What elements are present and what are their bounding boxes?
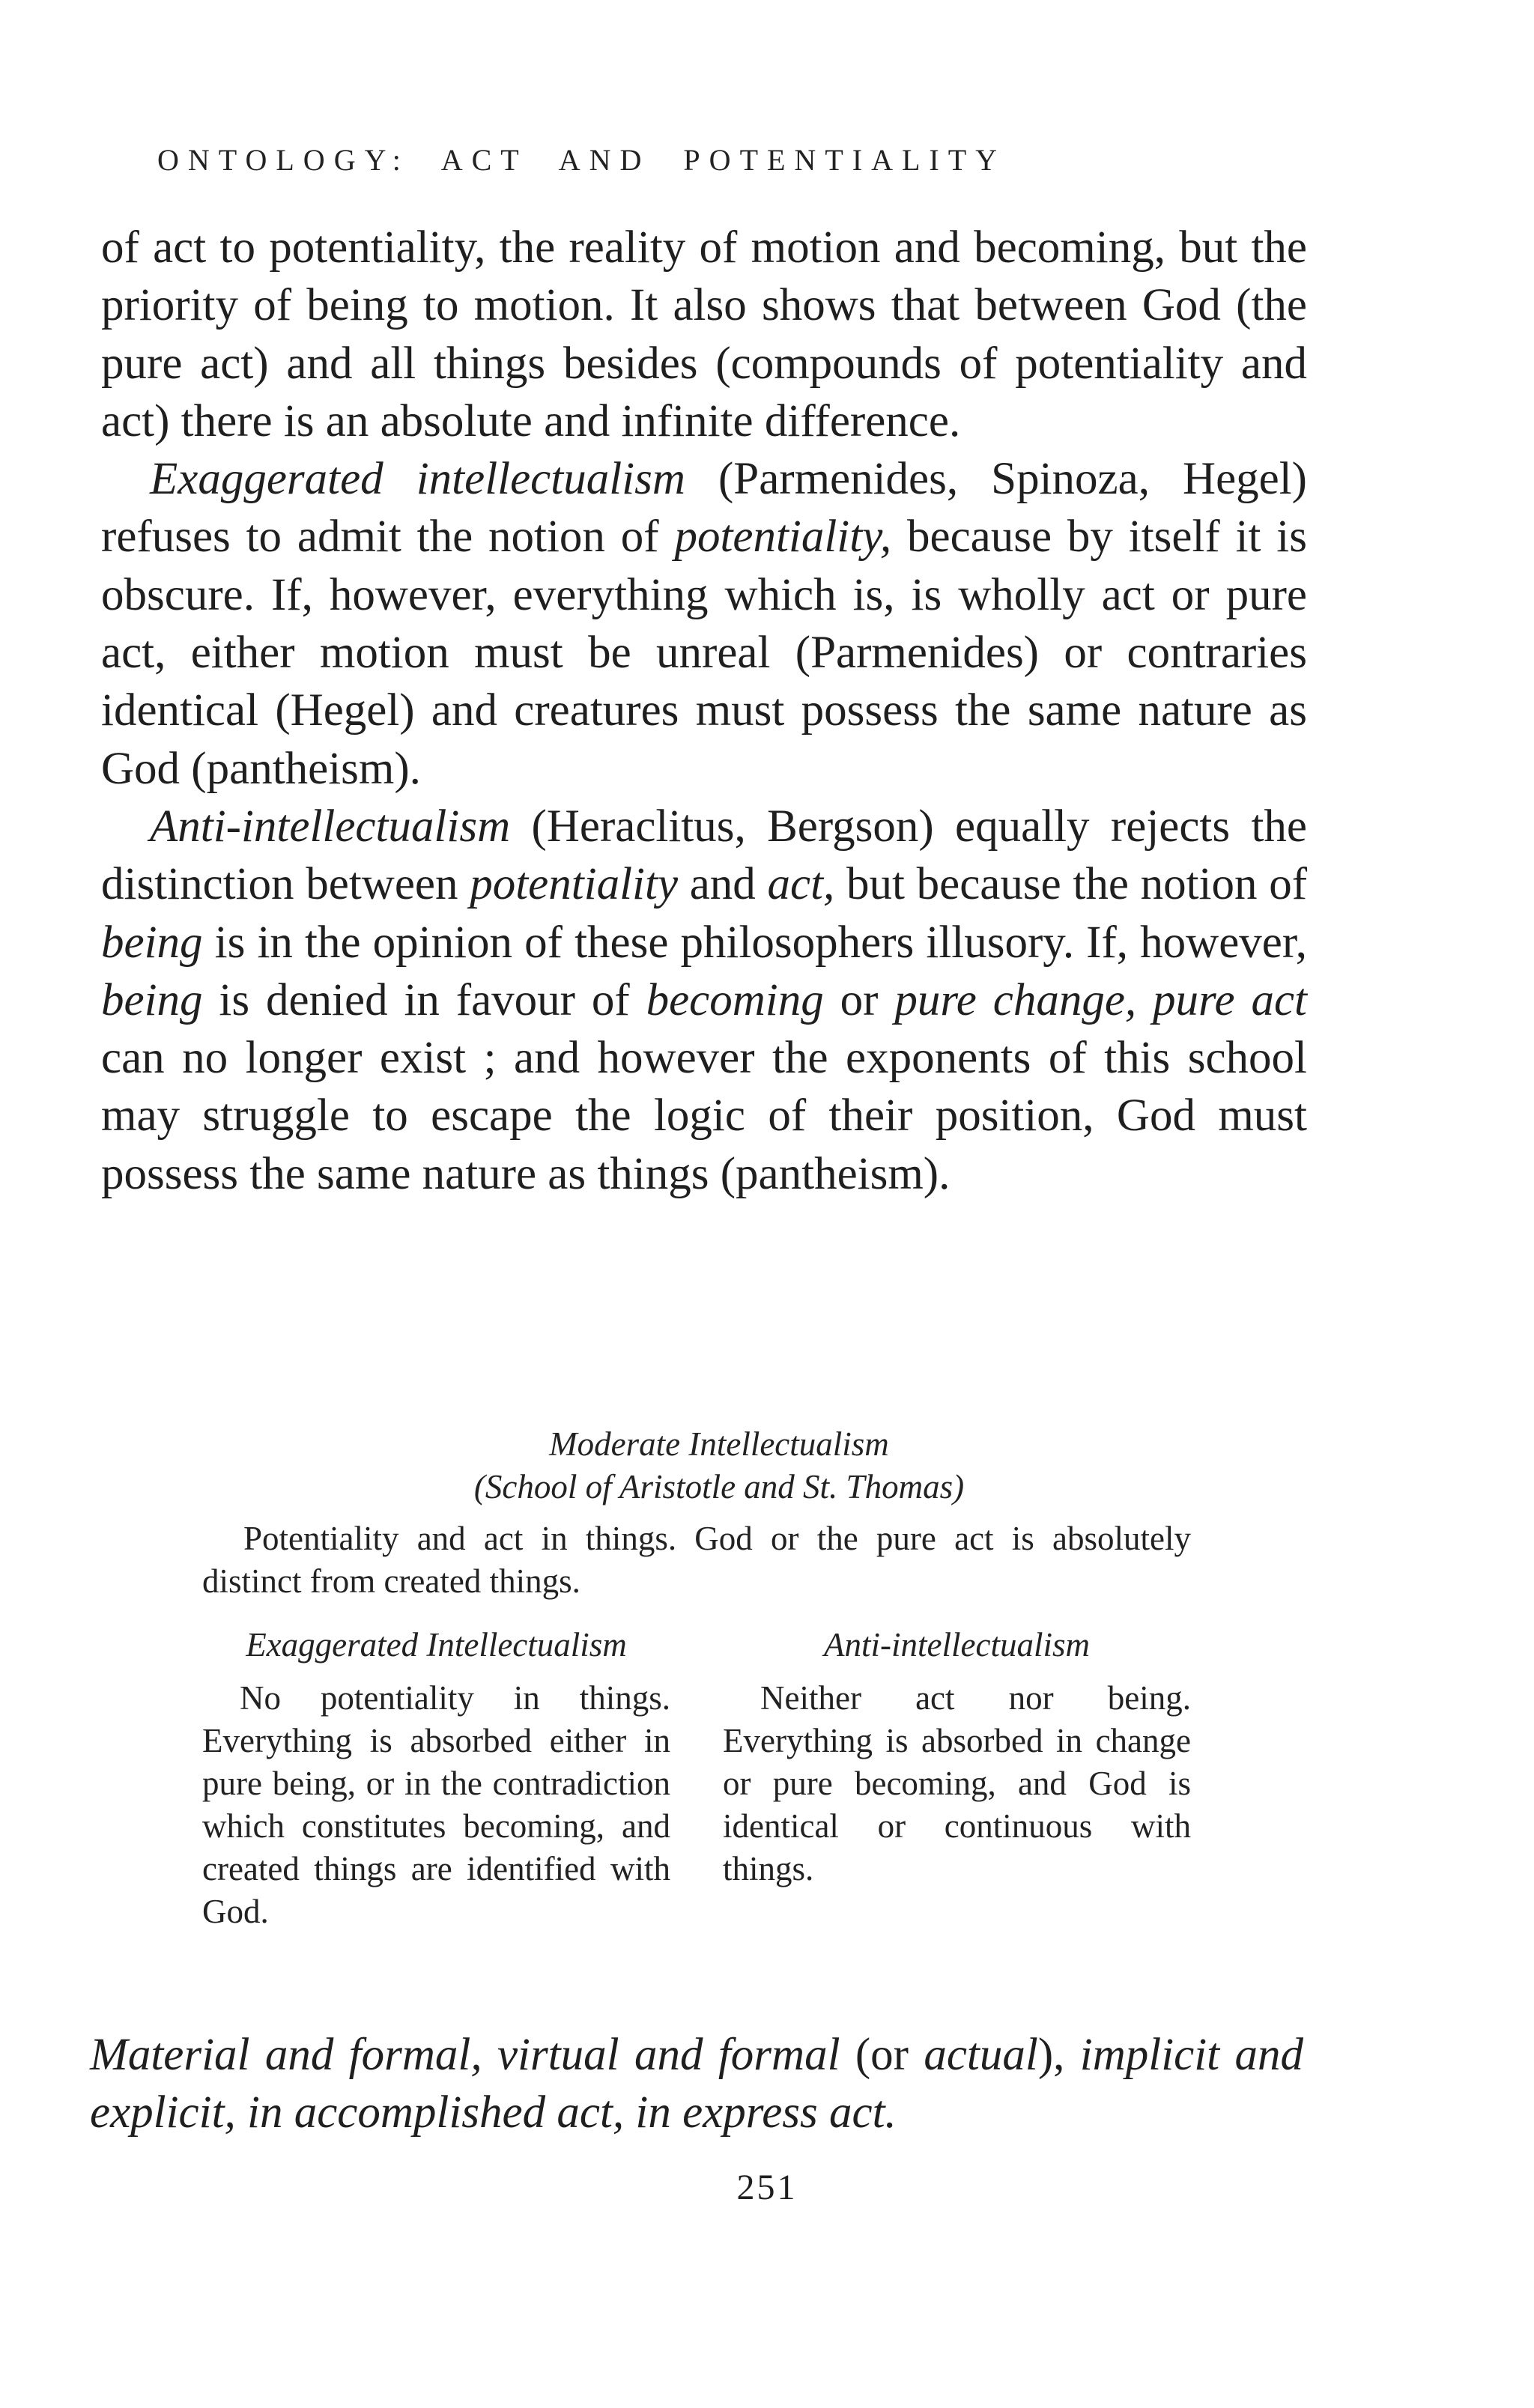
term-act: act, xyxy=(767,859,835,910)
term-potentiality: potentiality, xyxy=(674,512,892,562)
left-column-heading: Exaggerated Intellectualism xyxy=(246,1626,627,1664)
running-head: ONTOLOGY: ACT AND POTENTIALITY xyxy=(157,143,1007,177)
footnote-text-d: ), xyxy=(1037,2030,1080,2080)
footnote-text-c: actual xyxy=(924,2030,1038,2080)
right-column xyxy=(723,1624,1191,1933)
right-column-heading: Anti-intellectualism xyxy=(824,1626,1090,1664)
left-column xyxy=(202,1624,670,1933)
footnote-line xyxy=(90,2026,1303,2141)
diagram-subtitle: (School of Aristotle and St. Thomas) xyxy=(473,1468,965,1505)
left-column-text: No potentiality in things. Everything is absorbed either in pure being, or in the contradiction which constitutes becoming, and created things are identified with God. xyxy=(202,1679,670,1930)
diagram-columns xyxy=(202,1624,1191,1933)
term-exaggerated-intellectualism: Exaggerated intellectualism xyxy=(150,454,685,505)
paragraph-3-text-a: (Heraclitus, Bergson) equally rejects the distinction between xyxy=(101,801,1307,910)
term-anti-intellectualism: Anti-intellectualism xyxy=(150,801,511,852)
paragraph-1 xyxy=(101,219,1307,450)
right-column-text: Neither act nor being. Everything is absorbed in change or pure becoming, and God is identical or continuous with things. xyxy=(723,1679,1191,1887)
term-potentiality: potentiality xyxy=(470,859,679,910)
term-pure-change-pure-act: pure change, pure act xyxy=(894,974,1307,1025)
body-text xyxy=(101,219,1307,1203)
paragraph-3-text-c: but because the notion of xyxy=(834,859,1308,910)
term-being: being xyxy=(101,917,203,968)
paragraph-3-text-f: or xyxy=(823,974,895,1025)
paragraph-3-text-b: and xyxy=(678,859,768,910)
paragraph-3-text-g: can no longer exist ; and however the exponents of this school may struggle to escape the logic of their position, God must possess the same nature as things (pantheism). xyxy=(101,1033,1307,1199)
page-number: 251 xyxy=(736,2168,798,2207)
diagram-description: Potentiality and act in things. God or the pure act is absolutely distinct from created things. xyxy=(202,1520,1191,1600)
footnote xyxy=(90,2026,1303,2141)
paragraph-3-text-e: is denied in favour of xyxy=(202,974,646,1025)
paragraph-2 xyxy=(101,450,1307,798)
diagram-title: Moderate Intellectualism xyxy=(549,1425,889,1463)
term-being: being xyxy=(101,974,203,1025)
footnote-text-b: (or xyxy=(840,2030,924,2080)
paragraph-1-text: of act to potentiality, the reality of motion and becoming, but the priority of being to motion. It also shows that between God (the pure act) and all things besides (compounds of potentiality and act) there is an absolute and infinite difference. xyxy=(101,222,1307,446)
footnote-text-a: Material and formal, virtual and formal xyxy=(90,2030,840,2080)
paragraph-2-text-a: (Parmenides, Spinoza, Hegel) refuses to admit the notion of xyxy=(101,454,1307,562)
footnote-text-e: implicit and explicit, in accomplished act, in express act. xyxy=(90,2030,1303,2138)
paragraph-3 xyxy=(101,798,1307,1203)
paragraph-2-text-b: because by itself it is obscure. If, however, everything which is, is wholly act or pure act, either motion must be unreal (Parmenides) or contraries identical (Hegel) and creatures must possess the same nature as God (pantheism). xyxy=(101,512,1307,794)
paragraph-3-text-d: is in the opinion of these philosophers illusory. If, however, xyxy=(202,917,1307,968)
term-becoming: becoming xyxy=(646,974,824,1025)
comparison-diagram xyxy=(202,1423,1191,1933)
